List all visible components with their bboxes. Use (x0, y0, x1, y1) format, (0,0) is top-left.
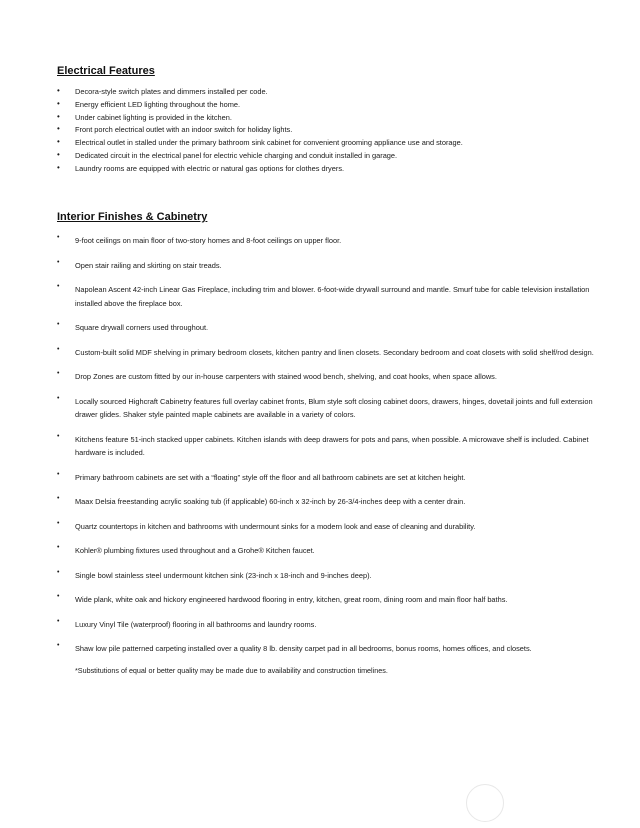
list-item: • Decora-style switch plates and dimmers installed per code. (57, 86, 617, 99)
list-item: • Maax Delsia freestanding acrylic soaking tub (if applicable) 60-inch x 32-inch by 26-3/4-inches deep with a center drain. (57, 495, 617, 509)
list-item: • Under cabinet lighting is provided in the kitchen. (57, 112, 617, 125)
electrical-features-list (57, 86, 617, 176)
interior-finishes-section (57, 210, 617, 677)
interior-finishes-heading: Interior Finishes & Cabinetry (57, 211, 208, 223)
list-item: • Electrical outlet in stalled under the primary bathroom sink cabinet for convenient grooming appliance use and storage. (57, 137, 617, 150)
list-item: • Drop Zones are custom fitted by our in-house carpenters with stained wood bench, shelving, and coat hooks, when space allows. (57, 370, 617, 384)
list-item: • Open stair railing and skirting on stair treads. (57, 259, 617, 273)
list-item: • Luxury Vinyl Tile (waterproof) flooring in all bathrooms and laundry rooms. (57, 618, 617, 632)
list-item: • Dedicated circuit in the electrical panel for electric vehicle charging and conduit installed in garage. (57, 150, 617, 163)
list-item: • Locally sourced Highcraft Cabinetry features full overlay cabinet fronts, Blum style soft closing cabinet doors, drawers, hinges, dovetail joints and full extension drawer glides. Shaker style painted maple cabinets are available in a variety of colors. (57, 395, 617, 422)
list-item: • 9-foot ceilings on main floor of two-story homes and 8-foot ceilings on upper floor. (57, 234, 617, 248)
list-item: • Front porch electrical outlet with an indoor switch for holiday lights. (57, 124, 617, 137)
list-item: • Energy efficient LED lighting throughout the home. (57, 99, 617, 112)
list-item: • Custom-built solid MDF shelving in primary bedroom closets, kitchen pantry and linen closets. Secondary bedroom and coat closets with solid shelf/rod design. (57, 346, 617, 360)
interior-finishes-list (57, 234, 617, 656)
electrical-features-section (57, 64, 617, 176)
substitutions-footnote: *Substitutions of equal or better quality may be made due to availability and construction timelines. (75, 665, 388, 675)
faint-circle-mark (466, 784, 504, 822)
list-item: • Laundry rooms are equipped with electric or natural gas options for clothes dryers. (57, 163, 617, 176)
list-item: • Primary bathroom cabinets are set with a “floating” style off the floor and all bathroom cabinets are set at kitchen height. (57, 471, 617, 485)
list-item: • Single bowl stainless steel undermount kitchen sink (23-inch x 18-inch and 9-inches deep). (57, 569, 617, 583)
list-item: • Napolean Ascent 42-inch Linear Gas Fireplace, including trim and blower. 6-foot-wide drywall surround and mantle. Smurf tube for cable television installation installed above the fireplace box. (57, 283, 617, 310)
list-item: • Square drywall corners used throughout. (57, 321, 617, 335)
list-item: • Kohler® plumbing fixtures used throughout and a Grohe® Kitchen faucet. (57, 544, 617, 558)
list-item: • Shaw low pile patterned carpeting installed over a quality 8 lb. density carpet pad in all bedrooms, bonus rooms, homes offices, and closets. (57, 642, 617, 656)
electrical-features-heading: Electrical Features (57, 65, 155, 77)
list-item: • Wide plank, white oak and hickory engineered hardwood flooring in entry, kitchen, great room, dining room and main floor half baths. (57, 593, 617, 607)
list-item: • Kitchens feature 51-inch stacked upper cabinets. Kitchen islands with deep drawers for pots and pans, when possible. A microwave shelf is included. Cabinet hardware is included. (57, 433, 617, 460)
list-item: • Quartz countertops in kitchen and bathrooms with undermount sinks for a modern look and ease of cleaning and durability. (57, 520, 617, 534)
